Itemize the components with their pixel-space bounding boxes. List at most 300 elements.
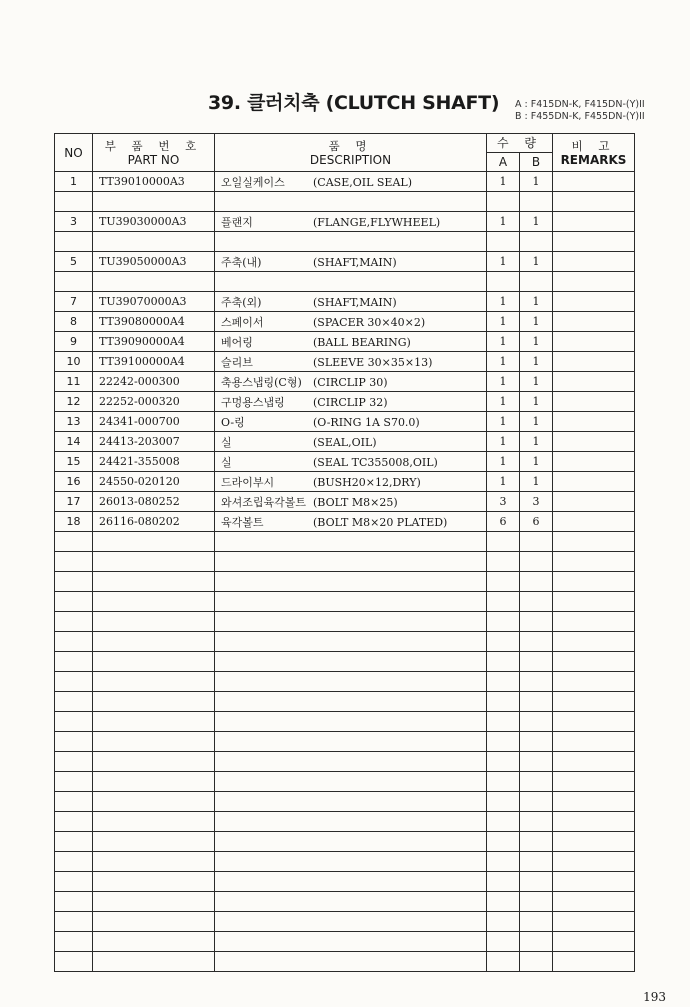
cell-qty-a <box>487 952 520 972</box>
cell-remarks <box>553 192 635 212</box>
cell-remarks <box>553 572 635 592</box>
parts-table <box>54 133 635 972</box>
header-qty-a: A <box>487 153 520 172</box>
cell-qty-b <box>520 792 553 812</box>
cell-remarks <box>553 552 635 572</box>
table-row <box>55 632 635 652</box>
cell-qty-a <box>487 852 520 872</box>
cell-qty-a: 1 <box>487 432 520 452</box>
table-row <box>55 572 635 592</box>
cell-description <box>215 532 487 552</box>
cell-remarks <box>553 812 635 832</box>
table-row <box>55 852 635 872</box>
description-english: (BOLT M8×20 PLATED) <box>313 515 448 529</box>
table-row <box>55 932 635 952</box>
cell-description <box>215 672 487 692</box>
cell-remarks <box>553 712 635 732</box>
cell-qty-b <box>520 952 553 972</box>
cell-remarks <box>553 232 635 252</box>
table-row <box>55 912 635 932</box>
cell-no <box>55 232 93 252</box>
table-row <box>55 712 635 732</box>
cell-description <box>215 832 487 852</box>
cell-qty-a <box>487 772 520 792</box>
cell-part-no: 24413-203007 <box>93 432 215 452</box>
table-row <box>55 432 635 452</box>
cell-qty-b <box>520 852 553 872</box>
cell-part-no: 24341-000700 <box>93 412 215 432</box>
cell-qty-a <box>487 692 520 712</box>
cell-remarks <box>553 312 635 332</box>
cell-description <box>215 352 487 372</box>
cell-remarks <box>553 792 635 812</box>
description-english: (CIRCLIP 32) <box>313 395 388 409</box>
cell-qty-a <box>487 712 520 732</box>
cell-description <box>215 952 487 972</box>
description-korean: 주축(내) <box>221 255 262 269</box>
description-english: (CASE,OIL SEAL) <box>313 175 412 189</box>
cell-qty-a: 1 <box>487 372 520 392</box>
cell-qty-a <box>487 932 520 952</box>
cell-part-no: TT39100000A4 <box>93 352 215 372</box>
cell-qty-b <box>520 712 553 732</box>
table-row <box>55 732 635 752</box>
cell-part-no <box>93 612 215 632</box>
cell-no: 5 <box>55 252 93 272</box>
cell-remarks <box>553 272 635 292</box>
table-row <box>55 772 635 792</box>
cell-qty-a: 1 <box>487 472 520 492</box>
cell-part-no: 26116-080202 <box>93 512 215 532</box>
cell-no <box>55 572 93 592</box>
cell-part-no <box>93 592 215 612</box>
cell-remarks <box>553 732 635 752</box>
cell-qty-b: 1 <box>520 452 553 472</box>
description-english: (SPACER 30×40×2) <box>313 315 426 329</box>
cell-part-no: TU39070000A3 <box>93 292 215 312</box>
model-a-label: A : F415DN-K, F415DN-(Y)II <box>515 99 645 110</box>
table-row <box>55 592 635 612</box>
cell-no: 14 <box>55 432 93 452</box>
cell-part-no <box>93 672 215 692</box>
header-desc-ko: 품 명 <box>328 138 373 153</box>
cell-description <box>215 392 487 412</box>
table-row <box>55 832 635 852</box>
cell-qty-a <box>487 652 520 672</box>
cell-description <box>215 472 487 492</box>
cell-qty-a <box>487 272 520 292</box>
table-row <box>55 672 635 692</box>
cell-description <box>215 592 487 612</box>
table-row <box>55 232 635 252</box>
cell-part-no: TU39050000A3 <box>93 252 215 272</box>
cell-description <box>215 712 487 732</box>
cell-remarks <box>553 672 635 692</box>
cell-remarks <box>553 332 635 352</box>
cell-part-no <box>93 192 215 212</box>
cell-qty-b <box>520 552 553 572</box>
cell-qty-b <box>520 872 553 892</box>
cell-part-no: TT39080000A4 <box>93 312 215 332</box>
cell-no <box>55 952 93 972</box>
cell-description <box>215 332 487 352</box>
cell-remarks <box>553 952 635 972</box>
cell-qty-b <box>520 692 553 712</box>
cell-no <box>55 552 93 572</box>
cell-remarks <box>553 452 635 472</box>
cell-description <box>215 172 487 192</box>
table-row <box>55 512 635 532</box>
cell-remarks <box>553 472 635 492</box>
header-no: NO <box>55 134 93 172</box>
cell-part-no <box>93 812 215 832</box>
table-row <box>55 452 635 472</box>
cell-remarks <box>553 652 635 672</box>
model-b-label: B : F455DN-K, F455DN-(Y)II <box>515 111 645 122</box>
cell-qty-a <box>487 872 520 892</box>
cell-description <box>215 632 487 652</box>
cell-remarks <box>553 372 635 392</box>
table-row <box>55 872 635 892</box>
cell-qty-a <box>487 592 520 612</box>
cell-remarks <box>553 752 635 772</box>
cell-no <box>55 652 93 672</box>
description-korean: 실 <box>221 455 232 469</box>
cell-qty-b: 1 <box>520 292 553 312</box>
cell-no <box>55 892 93 912</box>
cell-qty-b <box>520 592 553 612</box>
cell-qty-b <box>520 232 553 252</box>
cell-no: 9 <box>55 332 93 352</box>
cell-remarks <box>553 912 635 932</box>
cell-no <box>55 612 93 632</box>
table-row <box>55 352 635 372</box>
cell-qty-b <box>520 912 553 932</box>
description-korean: 슬리브 <box>221 355 253 369</box>
cell-description <box>215 892 487 912</box>
cell-part-no <box>93 552 215 572</box>
cell-description <box>215 412 487 432</box>
model-legend <box>515 99 645 123</box>
cell-qty-b <box>520 572 553 592</box>
header-remarks-en: REMARKS <box>560 152 627 167</box>
cell-remarks <box>553 172 635 192</box>
description-korean: 베어링 <box>221 335 253 349</box>
cell-part-no <box>93 232 215 252</box>
cell-description <box>215 872 487 892</box>
cell-qty-a <box>487 672 520 692</box>
table-row <box>55 472 635 492</box>
cell-no: 11 <box>55 372 93 392</box>
cell-remarks <box>553 292 635 312</box>
table-row <box>55 752 635 772</box>
description-english: (CIRCLIP 30) <box>313 375 388 389</box>
table-row <box>55 892 635 912</box>
cell-part-no: TU39030000A3 <box>93 212 215 232</box>
cell-qty-a <box>487 632 520 652</box>
cell-qty-b <box>520 192 553 212</box>
cell-qty-a: 1 <box>487 452 520 472</box>
cell-remarks <box>553 532 635 552</box>
cell-description <box>215 492 487 512</box>
table-row <box>55 252 635 272</box>
description-english: (BOLT M8×25) <box>313 495 398 509</box>
cell-qty-b <box>520 272 553 292</box>
cell-qty-a <box>487 732 520 752</box>
cell-remarks <box>553 592 635 612</box>
description-korean: 주축(외) <box>221 295 262 309</box>
table-row <box>55 172 635 192</box>
cell-remarks <box>553 772 635 792</box>
cell-description <box>215 912 487 932</box>
cell-part-no <box>93 272 215 292</box>
cell-qty-a <box>487 612 520 632</box>
cell-qty-a <box>487 792 520 812</box>
cell-qty-a: 1 <box>487 332 520 352</box>
header-description <box>215 134 487 172</box>
cell-description <box>215 792 487 812</box>
cell-no <box>55 272 93 292</box>
cell-no <box>55 912 93 932</box>
cell-part-no: 24421-355008 <box>93 452 215 472</box>
cell-qty-a <box>487 192 520 212</box>
cell-qty-a: 1 <box>487 292 520 312</box>
cell-qty-a <box>487 532 520 552</box>
cell-description <box>215 192 487 212</box>
cell-no <box>55 932 93 952</box>
cell-qty-b: 1 <box>520 472 553 492</box>
cell-qty-a <box>487 812 520 832</box>
cell-description <box>215 432 487 452</box>
cell-qty-a <box>487 572 520 592</box>
cell-qty-a <box>487 752 520 772</box>
cell-qty-a <box>487 832 520 852</box>
table-row <box>55 492 635 512</box>
cell-remarks <box>553 852 635 872</box>
table-row <box>55 952 635 972</box>
header-part-ko: 부 품 번 호 <box>104 138 203 153</box>
description-english: (FLANGE,FLYWHEEL) <box>313 215 441 229</box>
cell-qty-a <box>487 912 520 932</box>
cell-qty-a: 1 <box>487 212 520 232</box>
table-row <box>55 412 635 432</box>
cell-remarks <box>553 932 635 952</box>
cell-description <box>215 752 487 772</box>
cell-part-no <box>93 752 215 772</box>
cell-description <box>215 512 487 532</box>
cell-qty-b: 1 <box>520 332 553 352</box>
cell-qty-b: 6 <box>520 512 553 532</box>
table-row <box>55 372 635 392</box>
cell-part-no <box>93 732 215 752</box>
description-korean: 플랜지 <box>221 215 253 229</box>
description-english: (SHAFT,MAIN) <box>313 295 397 309</box>
cell-part-no <box>93 712 215 732</box>
cell-description <box>215 452 487 472</box>
cell-qty-b: 1 <box>520 212 553 232</box>
cell-remarks <box>553 612 635 632</box>
table-row <box>55 692 635 712</box>
cell-qty-b <box>520 932 553 952</box>
cell-part-no: 22252-000320 <box>93 392 215 412</box>
cell-part-no <box>93 532 215 552</box>
cell-description <box>215 312 487 332</box>
table-row <box>55 392 635 412</box>
cell-remarks <box>553 392 635 412</box>
cell-no: 7 <box>55 292 93 312</box>
cell-no <box>55 712 93 732</box>
cell-description <box>215 552 487 572</box>
cell-remarks <box>553 412 635 432</box>
cell-qty-b: 3 <box>520 492 553 512</box>
cell-part-no <box>93 912 215 932</box>
header-part-no <box>93 134 215 172</box>
description-english: (SEAL TC355008,OIL) <box>313 455 438 469</box>
description-english: (SEAL,OIL) <box>313 435 377 449</box>
table-row <box>55 532 635 552</box>
table-row <box>55 332 635 352</box>
cell-no: 10 <box>55 352 93 372</box>
cell-no: 13 <box>55 412 93 432</box>
description-korean: 드라이부시 <box>221 475 275 489</box>
cell-no: 15 <box>55 452 93 472</box>
table-row <box>55 652 635 672</box>
cell-qty-a: 1 <box>487 352 520 372</box>
cell-part-no <box>93 572 215 592</box>
cell-remarks <box>553 872 635 892</box>
cell-description <box>215 612 487 632</box>
cell-qty-a <box>487 892 520 912</box>
cell-remarks <box>553 692 635 712</box>
cell-qty-b <box>520 892 553 912</box>
cell-no <box>55 832 93 852</box>
cell-no: 16 <box>55 472 93 492</box>
description-korean: 와셔조립육각볼트 <box>221 495 307 509</box>
description-english: (O-RING 1A S70.0) <box>313 415 420 429</box>
cell-qty-b <box>520 652 553 672</box>
page-title: 39. 클러치축 (CLUTCH SHAFT) <box>208 92 500 114</box>
description-korean: 실 <box>221 435 232 449</box>
cell-description <box>215 292 487 312</box>
page-number: 193 <box>643 990 666 1004</box>
header-remarks <box>553 134 635 172</box>
cell-no <box>55 792 93 812</box>
cell-qty-a: 1 <box>487 412 520 432</box>
cell-remarks <box>553 252 635 272</box>
cell-remarks <box>553 352 635 372</box>
table-row <box>55 812 635 832</box>
cell-part-no: 26013-080252 <box>93 492 215 512</box>
cell-description <box>215 652 487 672</box>
cell-qty-a <box>487 232 520 252</box>
cell-part-no <box>93 792 215 812</box>
cell-part-no <box>93 892 215 912</box>
description-english: (SLEEVE 30×35×13) <box>313 355 433 369</box>
cell-no: 18 <box>55 512 93 532</box>
cell-no <box>55 732 93 752</box>
cell-no: 17 <box>55 492 93 512</box>
cell-description <box>215 932 487 952</box>
cell-qty-b <box>520 752 553 772</box>
description-korean: 축용스냅링(C형) <box>221 375 302 389</box>
table-row <box>55 792 635 812</box>
cell-remarks <box>553 432 635 452</box>
table-row <box>55 212 635 232</box>
cell-qty-b: 1 <box>520 372 553 392</box>
cell-qty-b <box>520 612 553 632</box>
cell-qty-b: 1 <box>520 352 553 372</box>
cell-no <box>55 752 93 772</box>
cell-description <box>215 772 487 792</box>
cell-description <box>215 572 487 592</box>
description-korean: 오일실케이스 <box>221 175 285 189</box>
table-row <box>55 192 635 212</box>
cell-remarks <box>553 512 635 532</box>
cell-no <box>55 632 93 652</box>
cell-no: 1 <box>55 172 93 192</box>
cell-qty-a: 6 <box>487 512 520 532</box>
table-row <box>55 612 635 632</box>
cell-part-no: TT39090000A4 <box>93 332 215 352</box>
cell-remarks <box>553 832 635 852</box>
description-korean: 스페이서 <box>221 315 264 329</box>
cell-qty-b: 1 <box>520 412 553 432</box>
header-desc-en: DESCRIPTION <box>309 152 392 167</box>
cell-qty-b <box>520 732 553 752</box>
cell-no <box>55 592 93 612</box>
cell-no <box>55 672 93 692</box>
cell-part-no <box>93 652 215 672</box>
cell-qty-b <box>520 532 553 552</box>
cell-qty-a: 3 <box>487 492 520 512</box>
cell-qty-a: 1 <box>487 172 520 192</box>
table-row <box>55 312 635 332</box>
cell-qty-b: 1 <box>520 252 553 272</box>
cell-remarks <box>553 892 635 912</box>
table-row <box>55 292 635 312</box>
cell-qty-b <box>520 812 553 832</box>
description-korean: 구멍용스냅링 <box>221 395 285 409</box>
cell-description <box>215 212 487 232</box>
cell-description <box>215 692 487 712</box>
cell-qty-a: 1 <box>487 312 520 332</box>
cell-qty-b: 1 <box>520 312 553 332</box>
description-english: (SHAFT,MAIN) <box>313 255 397 269</box>
cell-qty-b <box>520 832 553 852</box>
cell-remarks <box>553 492 635 512</box>
cell-part-no: TT39010000A3 <box>93 172 215 192</box>
description-korean: O-링 <box>221 415 245 429</box>
description-english: (BALL BEARING) <box>313 335 411 349</box>
cell-qty-a <box>487 552 520 572</box>
cell-no <box>55 692 93 712</box>
cell-qty-b: 1 <box>520 432 553 452</box>
cell-description <box>215 852 487 872</box>
cell-description <box>215 812 487 832</box>
cell-no <box>55 192 93 212</box>
cell-qty-b <box>520 772 553 792</box>
table-row <box>55 552 635 572</box>
header-qty-b: B <box>520 153 553 172</box>
cell-no: 8 <box>55 312 93 332</box>
cell-qty-b: 1 <box>520 392 553 412</box>
cell-part-no <box>93 872 215 892</box>
cell-qty-b: 1 <box>520 172 553 192</box>
cell-no: 3 <box>55 212 93 232</box>
cell-qty-b <box>520 672 553 692</box>
cell-description <box>215 372 487 392</box>
cell-no <box>55 852 93 872</box>
